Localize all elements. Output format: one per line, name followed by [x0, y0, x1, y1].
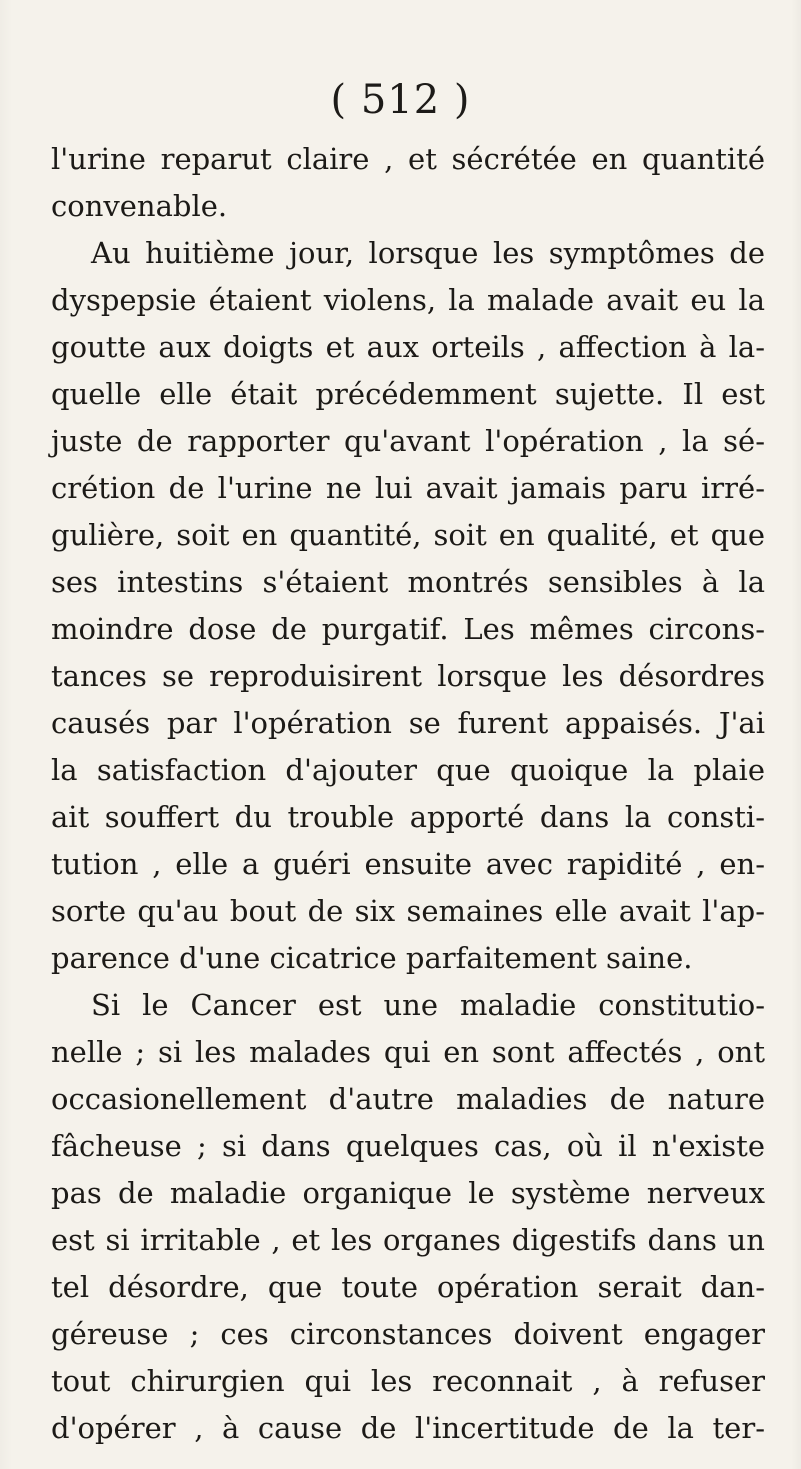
text-line: goutte aux doigts et aux orteils , affection à la-: [51, 330, 765, 364]
text-line: Si le Cancer est une maladie constitutio-: [91, 988, 765, 1022]
text-line: ses intestins s'étaient montrés sensibles à la: [51, 565, 765, 599]
text-line: géreuse ; ces circonstances doivent engager: [51, 1317, 765, 1351]
page-number: ( 512 ): [330, 77, 471, 123]
text-line: parence d'une cicatrice parfaitement saine.: [51, 941, 693, 975]
text-line: tout chirurgien qui les reconnait , à refuser: [51, 1364, 765, 1398]
body-text: [51, 136, 765, 1452]
text-line: d'opérer , à cause de l'incertitude de la ter-: [51, 1411, 765, 1445]
text-line: dyspepsie étaient violens, la malade avait eu la: [51, 283, 765, 317]
text-line: quelle elle était précédemment sujette. Il est: [51, 377, 765, 411]
text-line: pas de maladie organique le système nerveux: [51, 1176, 765, 1210]
text-line: convenable.: [51, 189, 228, 223]
text-line: sorte qu'au bout de six semaines elle avait l'ap-: [51, 894, 765, 928]
text-line: moindre dose de purgatif. Les mêmes circons-: [51, 612, 765, 646]
text-line: causés par l'opération se furent appaisés. J'ai: [51, 706, 765, 740]
text-line: tances se reproduisirent lorsque les désordres: [51, 659, 765, 693]
text-line: crétion de l'urine ne lui avait jamais paru irré-: [51, 471, 765, 505]
text-line: la satisfaction d'ajouter que quoique la plaie: [51, 753, 765, 787]
text-line: Au huitième jour, lorsque les symptômes de: [91, 236, 765, 270]
text-line: tel désordre, que toute opération serait dan-: [51, 1270, 765, 1304]
text-line: gulière, soit en quantité, soit en qualité, et que: [51, 518, 765, 552]
text-line: occasionellement d'autre maladies de nature: [51, 1082, 765, 1116]
text-line: ait souffert du trouble apporté dans la consti-: [51, 800, 765, 834]
text-line: est si irritable , et les organes digestifs dans un: [51, 1223, 765, 1257]
text-line: nelle ; si les malades qui en sont affectés , ont: [51, 1035, 765, 1069]
text-line: fâcheuse ; si dans quelques cas, où il n'existe: [51, 1129, 765, 1163]
text-line: l'urine reparut claire , et sécrétée en quantité: [51, 142, 765, 176]
text-line: juste de rapporter qu'avant l'opération , la sé-: [51, 424, 765, 458]
text-line: tution , elle a guéri ensuite avec rapidité , en-: [51, 847, 765, 881]
